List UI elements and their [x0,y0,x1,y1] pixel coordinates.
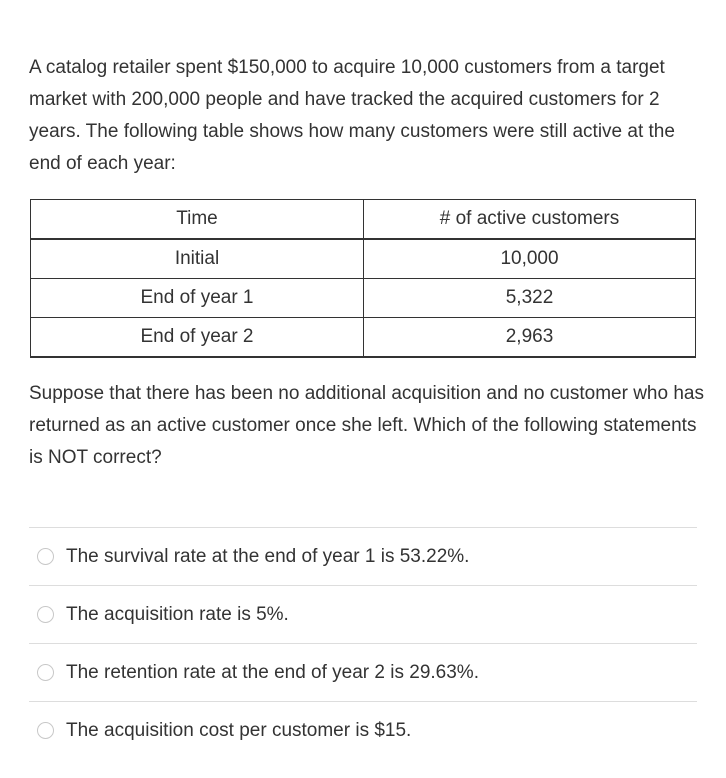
table-row [31,318,696,358]
radio-button[interactable] [37,606,54,623]
table-cell-count: 2,963 [364,318,696,358]
option-label: The acquisition cost per customer is $15. [66,719,412,741]
column-header-time: Time [31,200,364,240]
answer-option-4[interactable] [29,701,697,759]
option-label: The survival rate at the end of year 1 is 53.22%. [66,545,470,567]
table-cell-count: 10,000 [364,239,696,279]
option-label: The acquisition rate is 5%. [66,603,289,625]
table-cell-time: End of year 1 [31,279,364,318]
table-row [31,239,696,279]
radio-button[interactable] [37,722,54,739]
table-cell-time: Initial [31,239,364,279]
answer-option-2[interactable] [29,585,697,643]
answer-options [29,527,697,759]
customer-table [30,199,696,358]
followup-text: Suppose that there has been no additional acquisition and no customer who has returned as an active customer once she left. Which of the following statements is NOT correct? [29,383,704,468]
answer-option-1[interactable] [29,527,697,585]
table-cell-time: End of year 2 [31,318,364,358]
answer-option-3[interactable] [29,643,697,701]
table-cell-count: 5,322 [364,279,696,318]
question-text: A catalog retailer spent $150,000 to acquire 10,000 customers from a target market with 200,000 people and have tracked the acquired customers for 2 years. The following table shows how many customers were still active at the end of each year: [29,57,675,174]
table-header-row [31,200,696,240]
option-label: The retention rate at the end of year 2 is 29.63%. [66,661,479,683]
radio-button[interactable] [37,548,54,565]
radio-button[interactable] [37,664,54,681]
table-row [31,279,696,318]
column-header-active-customers: # of active customers [364,200,696,240]
